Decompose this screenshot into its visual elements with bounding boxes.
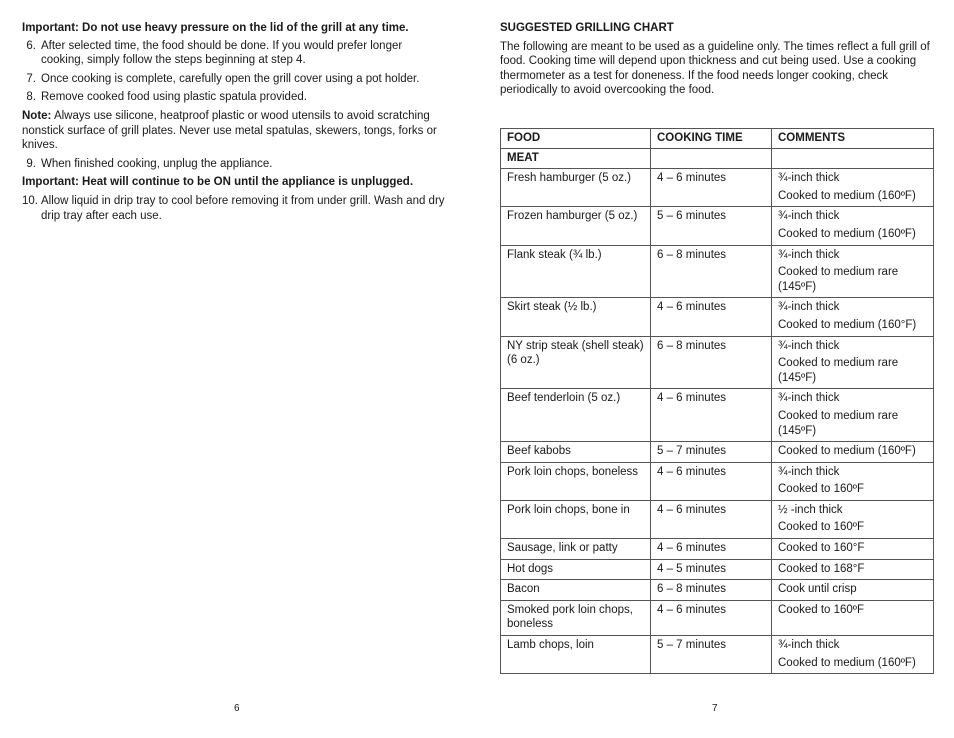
comment-line: Cooked to 160ºF	[778, 483, 865, 496]
food-cell: Bacon	[501, 580, 651, 601]
food-cell: NY strip steak (shell steak) (6 oz.)	[501, 336, 651, 389]
note-text: Always use silicone, heatproof plastic or wood utensils to avoid scratching nonstick surface of grill plates. Never use metal spatulas, skewers, tongs, forks or knives.	[22, 109, 437, 152]
step-7	[22, 72, 447, 87]
page-number-left: 6	[234, 703, 240, 714]
comments-cell	[772, 500, 934, 538]
step-9	[22, 157, 447, 172]
comment-line: ½ -inch thick	[778, 503, 843, 516]
comment-line: ¾-inch thick	[778, 248, 840, 261]
cooking-time-cell: 4 – 5 minutes	[651, 559, 772, 580]
step-text: Once cooking is complete, carefully open the grill cover using a pot holder.	[41, 72, 420, 85]
cooking-time-cell: 5 – 7 minutes	[651, 442, 772, 463]
comment-line: ¾-inch thick	[778, 172, 840, 185]
cooking-time-cell: 4 – 6 minutes	[651, 600, 772, 635]
comment-line: Cooked to medium rare (145ºF)	[778, 409, 899, 437]
cooking-time-cell: 5 – 7 minutes	[651, 636, 772, 674]
food-cell: Skirt steak (½ lb.)	[501, 298, 651, 336]
section-label: MEAT	[501, 148, 651, 169]
table-row	[501, 636, 934, 674]
grilling-chart-table	[500, 128, 934, 674]
section-row-meat	[501, 148, 934, 169]
right-page	[500, 21, 934, 98]
table-row	[501, 580, 934, 601]
comments-cell	[772, 580, 934, 601]
food-cell: Hot dogs	[501, 559, 651, 580]
comment-line: ¾-inch thick	[778, 339, 840, 352]
cooking-time-cell: 4 – 6 minutes	[651, 298, 772, 336]
comment-line: Cooked to medium rare (145ºF)	[778, 357, 899, 384]
grilling-chart-heading: SUGGESTED GRILLING CHART	[500, 22, 674, 34]
food-cell: Fresh hamburger (5 oz.)	[501, 169, 651, 207]
table-row	[501, 442, 934, 463]
comment-line: ¾-inch thick	[778, 301, 840, 314]
food-cell: Lamb chops, loin	[501, 636, 651, 674]
cooking-time-cell: 5 – 6 minutes	[651, 207, 772, 245]
comment-line: Cooked to medium (160ºF)	[778, 189, 916, 202]
table-row	[501, 298, 934, 336]
table-row	[501, 600, 934, 635]
comment-line: Cooked to 160ºF	[778, 603, 865, 616]
cooking-time-cell: 6 – 8 minutes	[651, 580, 772, 601]
utensil-note	[22, 109, 447, 153]
header-comments: COMMENTS	[772, 129, 934, 149]
step-number: 9.	[26, 157, 36, 170]
table-row	[501, 500, 934, 538]
cooking-time-cell: 4 – 6 minutes	[651, 539, 772, 560]
comments-cell	[772, 559, 934, 580]
comment-line: ¾-inch thick	[778, 639, 840, 652]
cooking-time-cell: 4 – 6 minutes	[651, 169, 772, 207]
step-6	[22, 39, 447, 68]
comments-cell	[772, 442, 934, 463]
table-row	[501, 539, 934, 560]
comments-cell	[772, 207, 934, 245]
comment-line: Cooked to medium (160ºF)	[778, 656, 916, 669]
step-number: 8.	[26, 91, 36, 104]
comment-line: ¾-inch thick	[778, 465, 840, 478]
table-row	[501, 336, 934, 389]
step-number: 10.	[22, 194, 38, 207]
step-text: After selected time, the food should be done. If you would prefer longer cooking, simply follow the steps beginning at step 4.	[41, 39, 403, 67]
comments-cell	[772, 539, 934, 560]
comments-cell	[772, 600, 934, 635]
comments-cell	[772, 462, 934, 500]
empty-cell	[772, 148, 934, 169]
comment-line: ¾-inch thick	[778, 392, 840, 405]
comment-line: Cooked to medium (160°F)	[778, 318, 917, 331]
header-food: FOOD	[501, 129, 651, 149]
step-text: Allow liquid in drip tray to cool before removing it from under grill. Wash and dry drip tray after each use.	[41, 194, 445, 222]
table-row	[501, 559, 934, 580]
step-number: 6.	[26, 39, 36, 52]
step-text: When finished cooking, unplug the appliance.	[41, 157, 273, 170]
food-cell: Beef tenderloin (5 oz.)	[501, 389, 651, 442]
cooking-time-cell: 6 – 8 minutes	[651, 245, 772, 298]
food-cell: Beef kabobs	[501, 442, 651, 463]
comments-cell	[772, 245, 934, 298]
important-notice-heat: Important: Heat will continue to be ON until the appliance is unplugged.	[22, 176, 414, 189]
step-10	[22, 194, 447, 223]
comment-line: Cooked to medium (160ºF)	[778, 227, 916, 240]
page-number-right: 7	[712, 703, 718, 714]
table-body	[501, 169, 934, 674]
comment-line: Cook until crisp	[778, 583, 857, 596]
header-cooking-time: COOKING TIME	[651, 129, 772, 149]
comment-line: Cooked to 160ºF	[778, 521, 865, 534]
table-row	[501, 169, 934, 207]
left-page	[22, 21, 447, 223]
food-cell: Frozen hamburger (5 oz.)	[501, 207, 651, 245]
cooking-time-cell: 4 – 6 minutes	[651, 389, 772, 442]
food-cell: Sausage, link or patty	[501, 539, 651, 560]
table-row	[501, 207, 934, 245]
table-row	[501, 462, 934, 500]
cooking-time-cell: 4 – 6 minutes	[651, 462, 772, 500]
comments-cell	[772, 636, 934, 674]
food-cell: Smoked pork loin chops, boneless	[501, 600, 651, 635]
table-header-row	[501, 129, 934, 149]
cooking-time-cell: 4 – 6 minutes	[651, 500, 772, 538]
food-cell: Pork loin chops, bone in	[501, 500, 651, 538]
table-row	[501, 245, 934, 298]
step-text: Remove cooked food using plastic spatula provided.	[41, 91, 307, 104]
comment-line: Cooked to 160°F	[778, 542, 865, 555]
food-cell: Pork loin chops, boneless	[501, 462, 651, 500]
food-cell: Flank steak (¾ lb.)	[501, 245, 651, 298]
step-8	[22, 90, 447, 105]
grilling-chart-intro: The following are meant to be used as a guideline only. The times reflect a full grill of food. Cooking time will depend upon thickness and cut being used. Use a cooking thermometer as a test for doneness. If the food needs longer cooking, check periodically to avoid overcooking the food.	[500, 40, 930, 97]
note-label: Note:	[22, 109, 52, 122]
important-notice-lid: Important: Do not use heavy pressure on the lid of the grill at any time.	[22, 22, 409, 34]
comment-line: ¾-inch thick	[778, 210, 840, 223]
comments-cell	[772, 389, 934, 442]
cooking-time-cell: 6 – 8 minutes	[651, 336, 772, 389]
comments-cell	[772, 336, 934, 389]
comment-line: Cooked to 168°F	[778, 562, 865, 575]
step-number: 7.	[26, 72, 36, 85]
comments-cell	[772, 169, 934, 207]
comment-line: Cooked to medium rare (145ºF)	[778, 266, 899, 293]
grilling-chart-table-wrap	[500, 128, 934, 674]
empty-cell	[651, 148, 772, 169]
comment-line: Cooked to medium (160ºF)	[778, 445, 916, 458]
table-row	[501, 389, 934, 442]
comments-cell	[772, 298, 934, 336]
